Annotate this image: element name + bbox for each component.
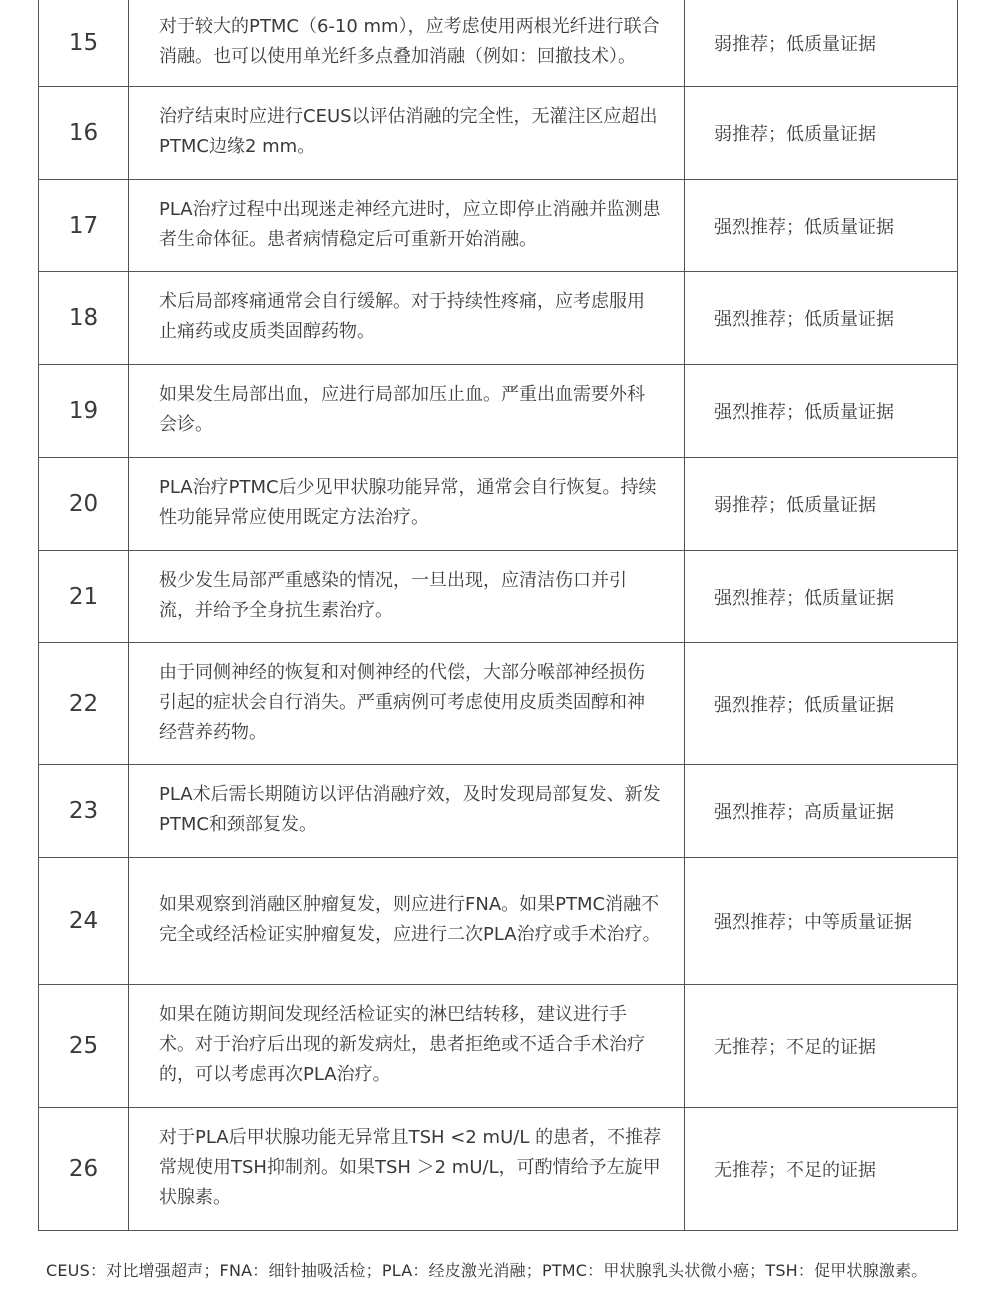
row-number: 26 (39, 1108, 129, 1231)
recommendation-text: 极少发生局部严重感染的情况，一旦出现，应清洁伤口并引流，并给予全身抗生素治疗。 (129, 551, 685, 643)
evidence-grade: 强烈推荐；低质量证据 (685, 365, 958, 458)
recommendations-table (38, 0, 958, 1231)
recommendation-text: 如果在随访期间发现经活检证实的淋巴结转移，建议进行手术。对于治疗后出现的新发病灶，患者拒绝或不适合手术治疗的，可以考虑再次PLA治疗。 (129, 985, 685, 1108)
evidence-grade: 弱推荐；低质量证据 (685, 0, 958, 87)
row-number: 21 (39, 551, 129, 643)
recommendation-text: 如果观察到消融区肿瘤复发，则应进行FNA。如果PTMC消融不完全或经活检证实肿瘤复发，应进行二次PLA治疗或手术治疗。 (129, 858, 685, 985)
evidence-grade: 弱推荐；低质量证据 (685, 458, 958, 551)
evidence-grade: 强烈推荐；低质量证据 (685, 180, 958, 272)
table-row (39, 643, 958, 765)
recommendation-text: 对于PLA后甲状腺功能无异常且TSH <2 mU/L 的患者，不推荐常规使用TSH抑制剂。如果TSH ＞2 mU/L，可酌情给予左旋甲状腺素。 (129, 1108, 685, 1231)
table-row (39, 551, 958, 643)
table-row (39, 985, 958, 1108)
evidence-grade: 强烈推荐；中等质量证据 (685, 858, 958, 985)
recommendation-text: 如果发生局部出血，应进行局部加压止血。严重出血需要外科会诊。 (129, 365, 685, 458)
table-row (39, 365, 958, 458)
row-number: 17 (39, 180, 129, 272)
table-row (39, 858, 958, 985)
row-number: 16 (39, 87, 129, 180)
evidence-grade: 强烈推荐；高质量证据 (685, 765, 958, 858)
table-row (39, 458, 958, 551)
row-number: 24 (39, 858, 129, 985)
table-row (39, 87, 958, 180)
evidence-grade: 无推荐；不足的证据 (685, 1108, 958, 1231)
row-number: 15 (39, 0, 129, 87)
recommendation-text: PLA治疗过程中出现迷走神经亢进时，应立即停止消融并监测患者生命体征。患者病情稳定后可重新开始消融。 (129, 180, 685, 272)
recommendation-text: 对于较大的PTMC（6-10 mm），应考虑使用两根光纤进行联合消融。也可以使用单光纤多点叠加消融（例如：回撤技术）。 (129, 0, 685, 87)
table-row (39, 0, 958, 87)
recommendation-text: PLA治疗PTMC后少见甲状腺功能异常，通常会自行恢复。持续性功能异常应使用既定方法治疗。 (129, 458, 685, 551)
table-row (39, 180, 958, 272)
row-number: 20 (39, 458, 129, 551)
row-number: 25 (39, 985, 129, 1108)
evidence-grade: 强烈推荐；低质量证据 (685, 643, 958, 765)
evidence-grade: 强烈推荐；低质量证据 (685, 272, 958, 365)
recommendation-text: 术后局部疼痛通常会自行缓解。对于持续性疼痛，应考虑服用止痛药或皮质类固醇药物。 (129, 272, 685, 365)
evidence-grade: 强烈推荐；低质量证据 (685, 551, 958, 643)
abbreviations-footnote: CEUS：对比增强超声；FNA：细针抽吸活检；PLA：经皮激光消融；PTMC：甲状腺乳头状微小癌；TSH：促甲状腺激素。 (46, 1261, 928, 1280)
row-number: 23 (39, 765, 129, 858)
recommendation-text: 由于同侧神经的恢复和对侧神经的代偿，大部分喉部神经损伤引起的症状会自行消失。严重病例可考虑使用皮质类固醇和神经营养药物。 (129, 643, 685, 765)
evidence-grade: 弱推荐；低质量证据 (685, 87, 958, 180)
row-number: 22 (39, 643, 129, 765)
evidence-grade: 无推荐；不足的证据 (685, 985, 958, 1108)
table-row (39, 1108, 958, 1231)
table-row (39, 765, 958, 858)
row-number: 19 (39, 365, 129, 458)
table-row (39, 272, 958, 365)
recommendation-text: 治疗结束时应进行CEUS以评估消融的完全性，无灌注区应超出PTMC边缘2 mm。 (129, 87, 685, 180)
row-number: 18 (39, 272, 129, 365)
recommendation-text: PLA术后需长期随访以评估消融疗效，及时发现局部复发、新发PTMC和颈部复发。 (129, 765, 685, 858)
